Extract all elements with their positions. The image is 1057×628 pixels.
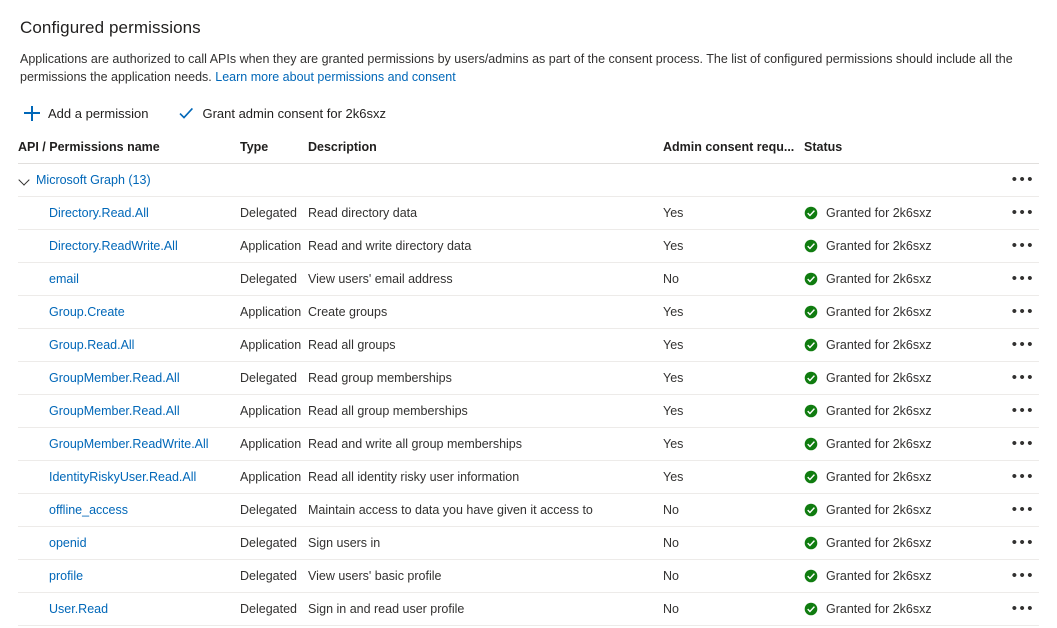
permission-status-text: Granted for 2k6sxz: [826, 371, 932, 385]
permission-admin-consent: Yes: [663, 461, 804, 494]
permission-name-link[interactable]: Directory.ReadWrite.All: [49, 239, 178, 253]
table-row: [18, 296, 1039, 329]
permission-status-text: Granted for 2k6sxz: [826, 437, 932, 451]
more-actions-icon[interactable]: •••: [1011, 402, 1035, 419]
permission-description: Read and write directory data: [308, 230, 663, 263]
more-actions-icon[interactable]: •••: [1011, 336, 1035, 353]
permissions-table: [18, 140, 1039, 626]
row-actions-cell: [979, 362, 1039, 395]
table-group-row: [18, 164, 1039, 197]
permission-name-cell: [18, 428, 240, 461]
permission-admin-consent: Yes: [663, 329, 804, 362]
permission-name-cell: [18, 527, 240, 560]
permission-name-cell: [18, 560, 240, 593]
more-actions-icon[interactable]: •••: [1011, 303, 1035, 320]
permission-status-cell: [804, 428, 979, 461]
row-actions-cell: [979, 263, 1039, 296]
permission-status-cell: [804, 560, 979, 593]
permission-name-cell: [18, 593, 240, 626]
permission-status-text: Granted for 2k6sxz: [826, 272, 932, 286]
permission-admin-consent: No: [663, 593, 804, 626]
permission-status-cell: [804, 494, 979, 527]
permission-name-cell: [18, 362, 240, 395]
more-actions-icon[interactable]: •••: [1011, 567, 1035, 584]
permission-admin-consent: No: [663, 263, 804, 296]
table-row: [18, 395, 1039, 428]
permission-description: View users' email address: [308, 263, 663, 296]
permission-name-link[interactable]: IdentityRiskyUser.Read.All: [49, 470, 197, 484]
permission-description: Sign users in: [308, 527, 663, 560]
permission-status-text: Granted for 2k6sxz: [826, 239, 932, 253]
more-actions-icon[interactable]: •••: [1011, 435, 1035, 452]
permission-name-cell: [18, 230, 240, 263]
row-actions-cell: [979, 461, 1039, 494]
page-description: [20, 50, 1025, 86]
granted-check-icon: [804, 404, 818, 418]
permission-name-link[interactable]: GroupMember.Read.All: [49, 404, 180, 418]
granted-check-icon: [804, 503, 818, 517]
learn-more-link[interactable]: Learn more about permissions and consent: [215, 70, 456, 84]
permission-admin-consent: No: [663, 494, 804, 527]
permission-name-link[interactable]: Directory.Read.All: [49, 206, 149, 220]
permission-name-link[interactable]: profile: [49, 569, 84, 583]
granted-check-icon: [804, 206, 818, 220]
permission-status-cell: [804, 362, 979, 395]
permission-name-cell: [18, 395, 240, 428]
permission-status-cell: [804, 230, 979, 263]
granted-check-icon: [804, 602, 818, 616]
row-actions-cell: [979, 329, 1039, 362]
permission-description: Maintain access to data you have given it access to: [308, 494, 663, 527]
permission-description: Read and write all group memberships: [308, 428, 663, 461]
permission-name-link[interactable]: GroupMember.ReadWrite.All: [49, 437, 209, 451]
permission-name-cell: [18, 329, 240, 362]
more-actions-icon[interactable]: •••: [1011, 270, 1035, 287]
permission-status-text: Granted for 2k6sxz: [826, 305, 932, 319]
more-actions-icon[interactable]: •••: [1011, 171, 1035, 188]
permission-type: Delegated: [240, 560, 308, 593]
row-actions-cell: [979, 527, 1039, 560]
permission-status-cell: [804, 593, 979, 626]
permission-type: Application: [240, 428, 308, 461]
column-header-admin-consent: Admin consent requ...: [663, 140, 804, 164]
permission-name-link[interactable]: GroupMember.Read.All: [49, 371, 180, 385]
table-row: [18, 428, 1039, 461]
permission-status-text: Granted for 2k6sxz: [826, 569, 932, 583]
permission-status-text: Granted for 2k6sxz: [826, 602, 932, 616]
group-actions-cell: [979, 164, 1039, 197]
add-permission-button[interactable]: [22, 103, 150, 123]
command-bar: [22, 100, 1039, 126]
permission-status-text: Granted for 2k6sxz: [826, 338, 932, 352]
permission-status-cell: [804, 461, 979, 494]
row-actions-cell: [979, 296, 1039, 329]
more-actions-icon[interactable]: •••: [1011, 600, 1035, 617]
granted-check-icon: [804, 569, 818, 583]
permission-name-link[interactable]: offline_access: [49, 503, 128, 517]
description-text: Applications are authorized to call APIs when they are granted permissions by users/admins as part of the consent process. The list of configured permissions should include all the permissions the application needs.: [20, 52, 1013, 84]
group-name-cell: [18, 164, 979, 197]
row-actions-cell: [979, 197, 1039, 230]
permission-status-text: Granted for 2k6sxz: [826, 503, 932, 517]
page-title: Configured permissions: [20, 18, 201, 37]
granted-check-icon: [804, 437, 818, 451]
permission-type: Delegated: [240, 593, 308, 626]
column-header-type: Type: [240, 140, 308, 164]
granted-check-icon: [804, 239, 818, 253]
add-permission-label: Add a permission: [48, 105, 149, 121]
permission-type: Application: [240, 230, 308, 263]
table-row: [18, 230, 1039, 263]
group-link-microsoft-graph[interactable]: Microsoft Graph (13): [36, 173, 151, 187]
permission-status-cell: [804, 395, 979, 428]
granted-check-icon: [804, 305, 818, 319]
permission-admin-consent: Yes: [663, 395, 804, 428]
column-header-description: Description: [308, 140, 663, 164]
permission-name-link[interactable]: email: [49, 272, 79, 286]
permission-status-text: Granted for 2k6sxz: [826, 470, 932, 484]
column-header-name: API / Permissions name: [18, 140, 240, 164]
granted-check-icon: [804, 272, 818, 286]
permission-status-cell: [804, 527, 979, 560]
permission-name-link[interactable]: openid: [49, 536, 87, 550]
table-row: [18, 560, 1039, 593]
row-actions-cell: [979, 593, 1039, 626]
table-row: [18, 494, 1039, 527]
permission-description: Read directory data: [308, 197, 663, 230]
permission-description: Read all groups: [308, 329, 663, 362]
column-header-actions: [979, 140, 1039, 164]
permission-name-cell: [18, 296, 240, 329]
permission-description: Read group memberships: [308, 362, 663, 395]
table-row: [18, 527, 1039, 560]
table-body: [18, 164, 1039, 626]
more-actions-icon[interactable]: •••: [1011, 468, 1035, 485]
permission-admin-consent: Yes: [663, 197, 804, 230]
checkmark-icon: [178, 105, 194, 121]
permission-name-cell: [18, 197, 240, 230]
permission-name-cell: [18, 494, 240, 527]
permission-admin-consent: Yes: [663, 362, 804, 395]
permission-status-cell: [804, 296, 979, 329]
permission-type: Application: [240, 461, 308, 494]
row-actions-cell: [979, 395, 1039, 428]
granted-check-icon: [804, 470, 818, 484]
permission-type: Delegated: [240, 263, 308, 296]
permission-description: Read all group memberships: [308, 395, 663, 428]
permission-admin-consent: Yes: [663, 428, 804, 461]
permission-status-text: Granted for 2k6sxz: [826, 206, 932, 220]
table-row: [18, 593, 1039, 626]
permission-type: Application: [240, 395, 308, 428]
row-actions-cell: [979, 428, 1039, 461]
granted-check-icon: [804, 338, 818, 352]
more-actions-icon[interactable]: •••: [1011, 237, 1035, 254]
permission-status-cell: [804, 329, 979, 362]
more-actions-icon[interactable]: •••: [1011, 369, 1035, 386]
permission-name-link[interactable]: Group.Read.All: [49, 338, 135, 352]
row-actions-cell: [979, 494, 1039, 527]
table-row: [18, 362, 1039, 395]
more-actions-icon[interactable]: •••: [1011, 204, 1035, 221]
permission-name-cell: [18, 263, 240, 296]
permission-admin-consent: No: [663, 527, 804, 560]
row-actions-cell: [979, 230, 1039, 263]
permission-type: Delegated: [240, 197, 308, 230]
grant-admin-consent-button[interactable]: [176, 103, 388, 123]
permission-status-cell: [804, 197, 979, 230]
permission-admin-consent: No: [663, 560, 804, 593]
table-row: [18, 197, 1039, 230]
permission-type: Delegated: [240, 527, 308, 560]
permission-admin-consent: Yes: [663, 230, 804, 263]
permission-type: Application: [240, 296, 308, 329]
permission-type: Application: [240, 329, 308, 362]
permission-name-cell: [18, 461, 240, 494]
row-actions-cell: [979, 560, 1039, 593]
table-row: [18, 263, 1039, 296]
more-actions-icon[interactable]: •••: [1011, 534, 1035, 551]
permission-status-text: Granted for 2k6sxz: [826, 536, 932, 550]
granted-check-icon: [804, 536, 818, 550]
more-actions-icon[interactable]: •••: [1011, 501, 1035, 518]
permission-description: View users' basic profile: [308, 560, 663, 593]
permission-status-cell: [804, 263, 979, 296]
grant-admin-consent-label: Grant admin consent for 2k6sxz: [202, 105, 386, 121]
permission-description: Read all identity risky user information: [308, 461, 663, 494]
table-row: [18, 329, 1039, 362]
table-row: [18, 461, 1039, 494]
permission-type: Delegated: [240, 362, 308, 395]
permission-type: Delegated: [240, 494, 308, 527]
permission-status-text: Granted for 2k6sxz: [826, 404, 932, 418]
table-header-row: [18, 140, 1039, 164]
column-header-status: Status: [804, 140, 979, 164]
granted-check-icon: [804, 371, 818, 385]
permission-description: Create groups: [308, 296, 663, 329]
chevron-down-icon[interactable]: [18, 173, 32, 187]
plus-icon: [24, 105, 40, 121]
permission-name-link[interactable]: User.Read: [49, 602, 109, 616]
permission-name-link[interactable]: Group.Create: [49, 305, 125, 319]
permission-admin-consent: Yes: [663, 296, 804, 329]
permission-description: Sign in and read user profile: [308, 593, 663, 626]
